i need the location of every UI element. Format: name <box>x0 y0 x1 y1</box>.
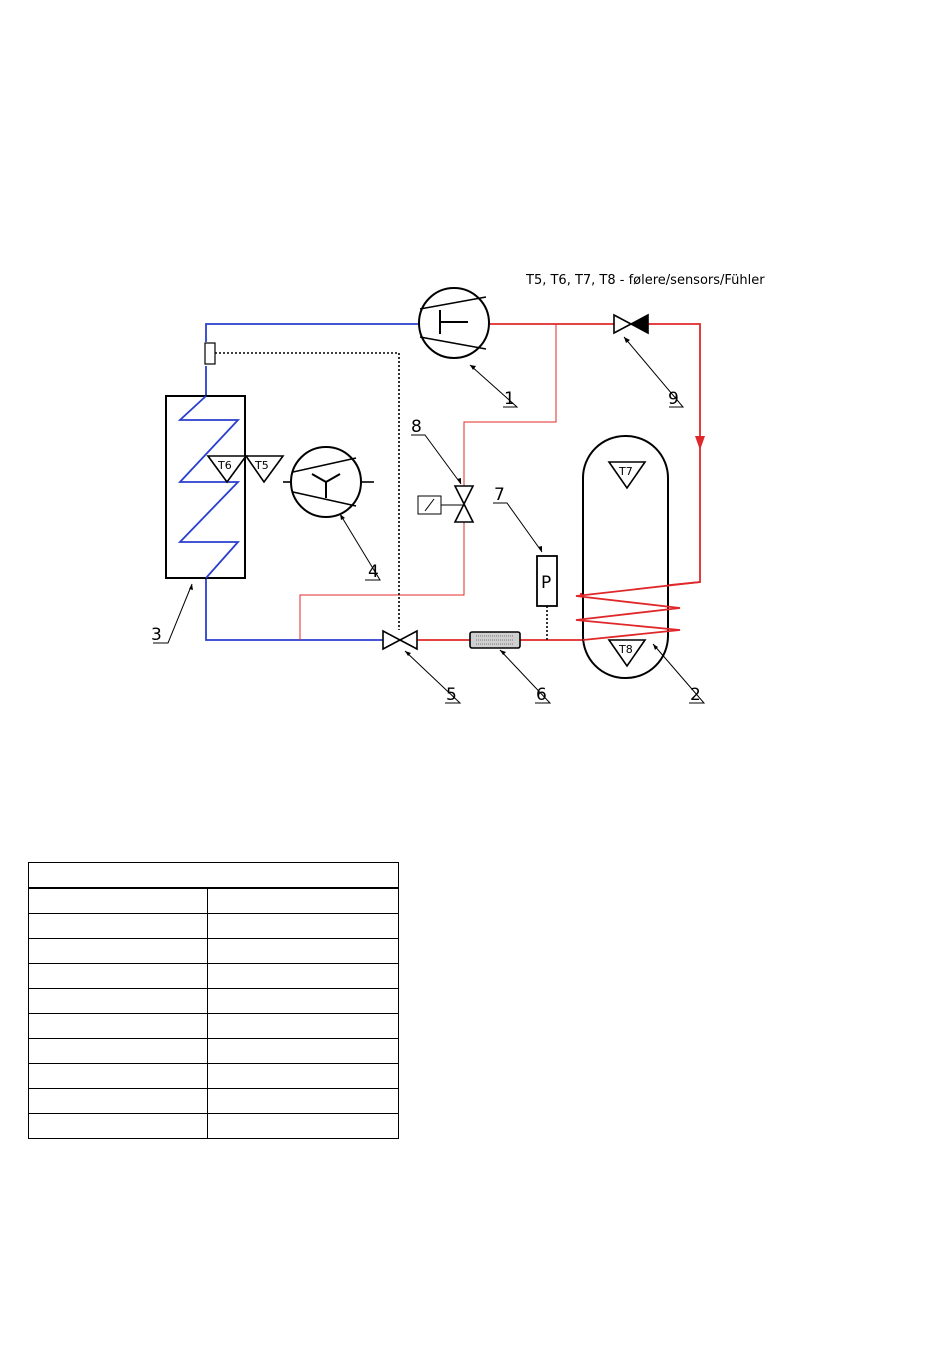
svg-text:P: P <box>541 573 552 593</box>
table-cell <box>29 1114 208 1139</box>
table-cell <box>208 1114 399 1139</box>
label-7: 7 <box>494 485 505 505</box>
svg-text:T8: T8 <box>619 643 633 656</box>
table-row <box>29 964 399 989</box>
evaporator-fan <box>283 447 374 517</box>
solenoid-valve <box>418 486 473 522</box>
table-cell <box>29 1014 208 1039</box>
table-cell <box>208 989 399 1014</box>
svg-text:T5: T5 <box>255 459 269 472</box>
label-5: 5 <box>446 685 457 705</box>
table-row <box>29 1114 399 1139</box>
table-cell <box>208 1064 399 1089</box>
table-cell <box>208 1089 399 1114</box>
compressor <box>419 288 489 358</box>
table-cell <box>208 888 399 914</box>
table-cell <box>208 1014 399 1039</box>
sensor-t5 <box>246 456 283 482</box>
table-cell <box>208 1039 399 1064</box>
check-valve <box>614 315 648 333</box>
table-row <box>29 1014 399 1039</box>
label-8: 8 <box>411 417 422 437</box>
table-row <box>29 989 399 1014</box>
label-9: 9 <box>668 389 679 409</box>
table-cell <box>29 914 208 939</box>
label-1: 1 <box>504 389 515 409</box>
table-cell <box>208 914 399 939</box>
legend-table <box>28 862 399 1139</box>
table-cell <box>29 888 208 914</box>
pressure-switch <box>537 556 557 640</box>
table-cell <box>29 1064 208 1089</box>
svg-text:T6: T6 <box>218 459 232 472</box>
expansion-valve <box>383 631 417 649</box>
table-cell <box>29 1039 208 1064</box>
svg-text:T7: T7 <box>619 465 633 478</box>
legend-table-header <box>29 863 399 889</box>
label-4: 4 <box>368 562 379 582</box>
label-2: 2 <box>690 685 701 705</box>
table-row <box>29 1089 399 1114</box>
filter-drier <box>470 632 520 648</box>
table-cell <box>29 964 208 989</box>
table-cell <box>208 939 399 964</box>
table-row <box>29 888 399 914</box>
table-cell <box>208 964 399 989</box>
label-6: 6 <box>536 685 547 705</box>
table-cell <box>29 1089 208 1114</box>
table-row <box>29 1064 399 1089</box>
flow-arrow-icon <box>695 436 705 450</box>
table-cell <box>29 989 208 1014</box>
table-row <box>29 939 399 964</box>
table-row <box>29 1039 399 1064</box>
label-3: 3 <box>151 625 162 645</box>
sensor-bulb <box>205 343 215 364</box>
table-cell <box>29 939 208 964</box>
evaporator <box>166 396 245 578</box>
table-row <box>29 914 399 939</box>
sensor-note: T5, T6, T7, T8 - følere/sensors/Fühler <box>526 273 765 288</box>
